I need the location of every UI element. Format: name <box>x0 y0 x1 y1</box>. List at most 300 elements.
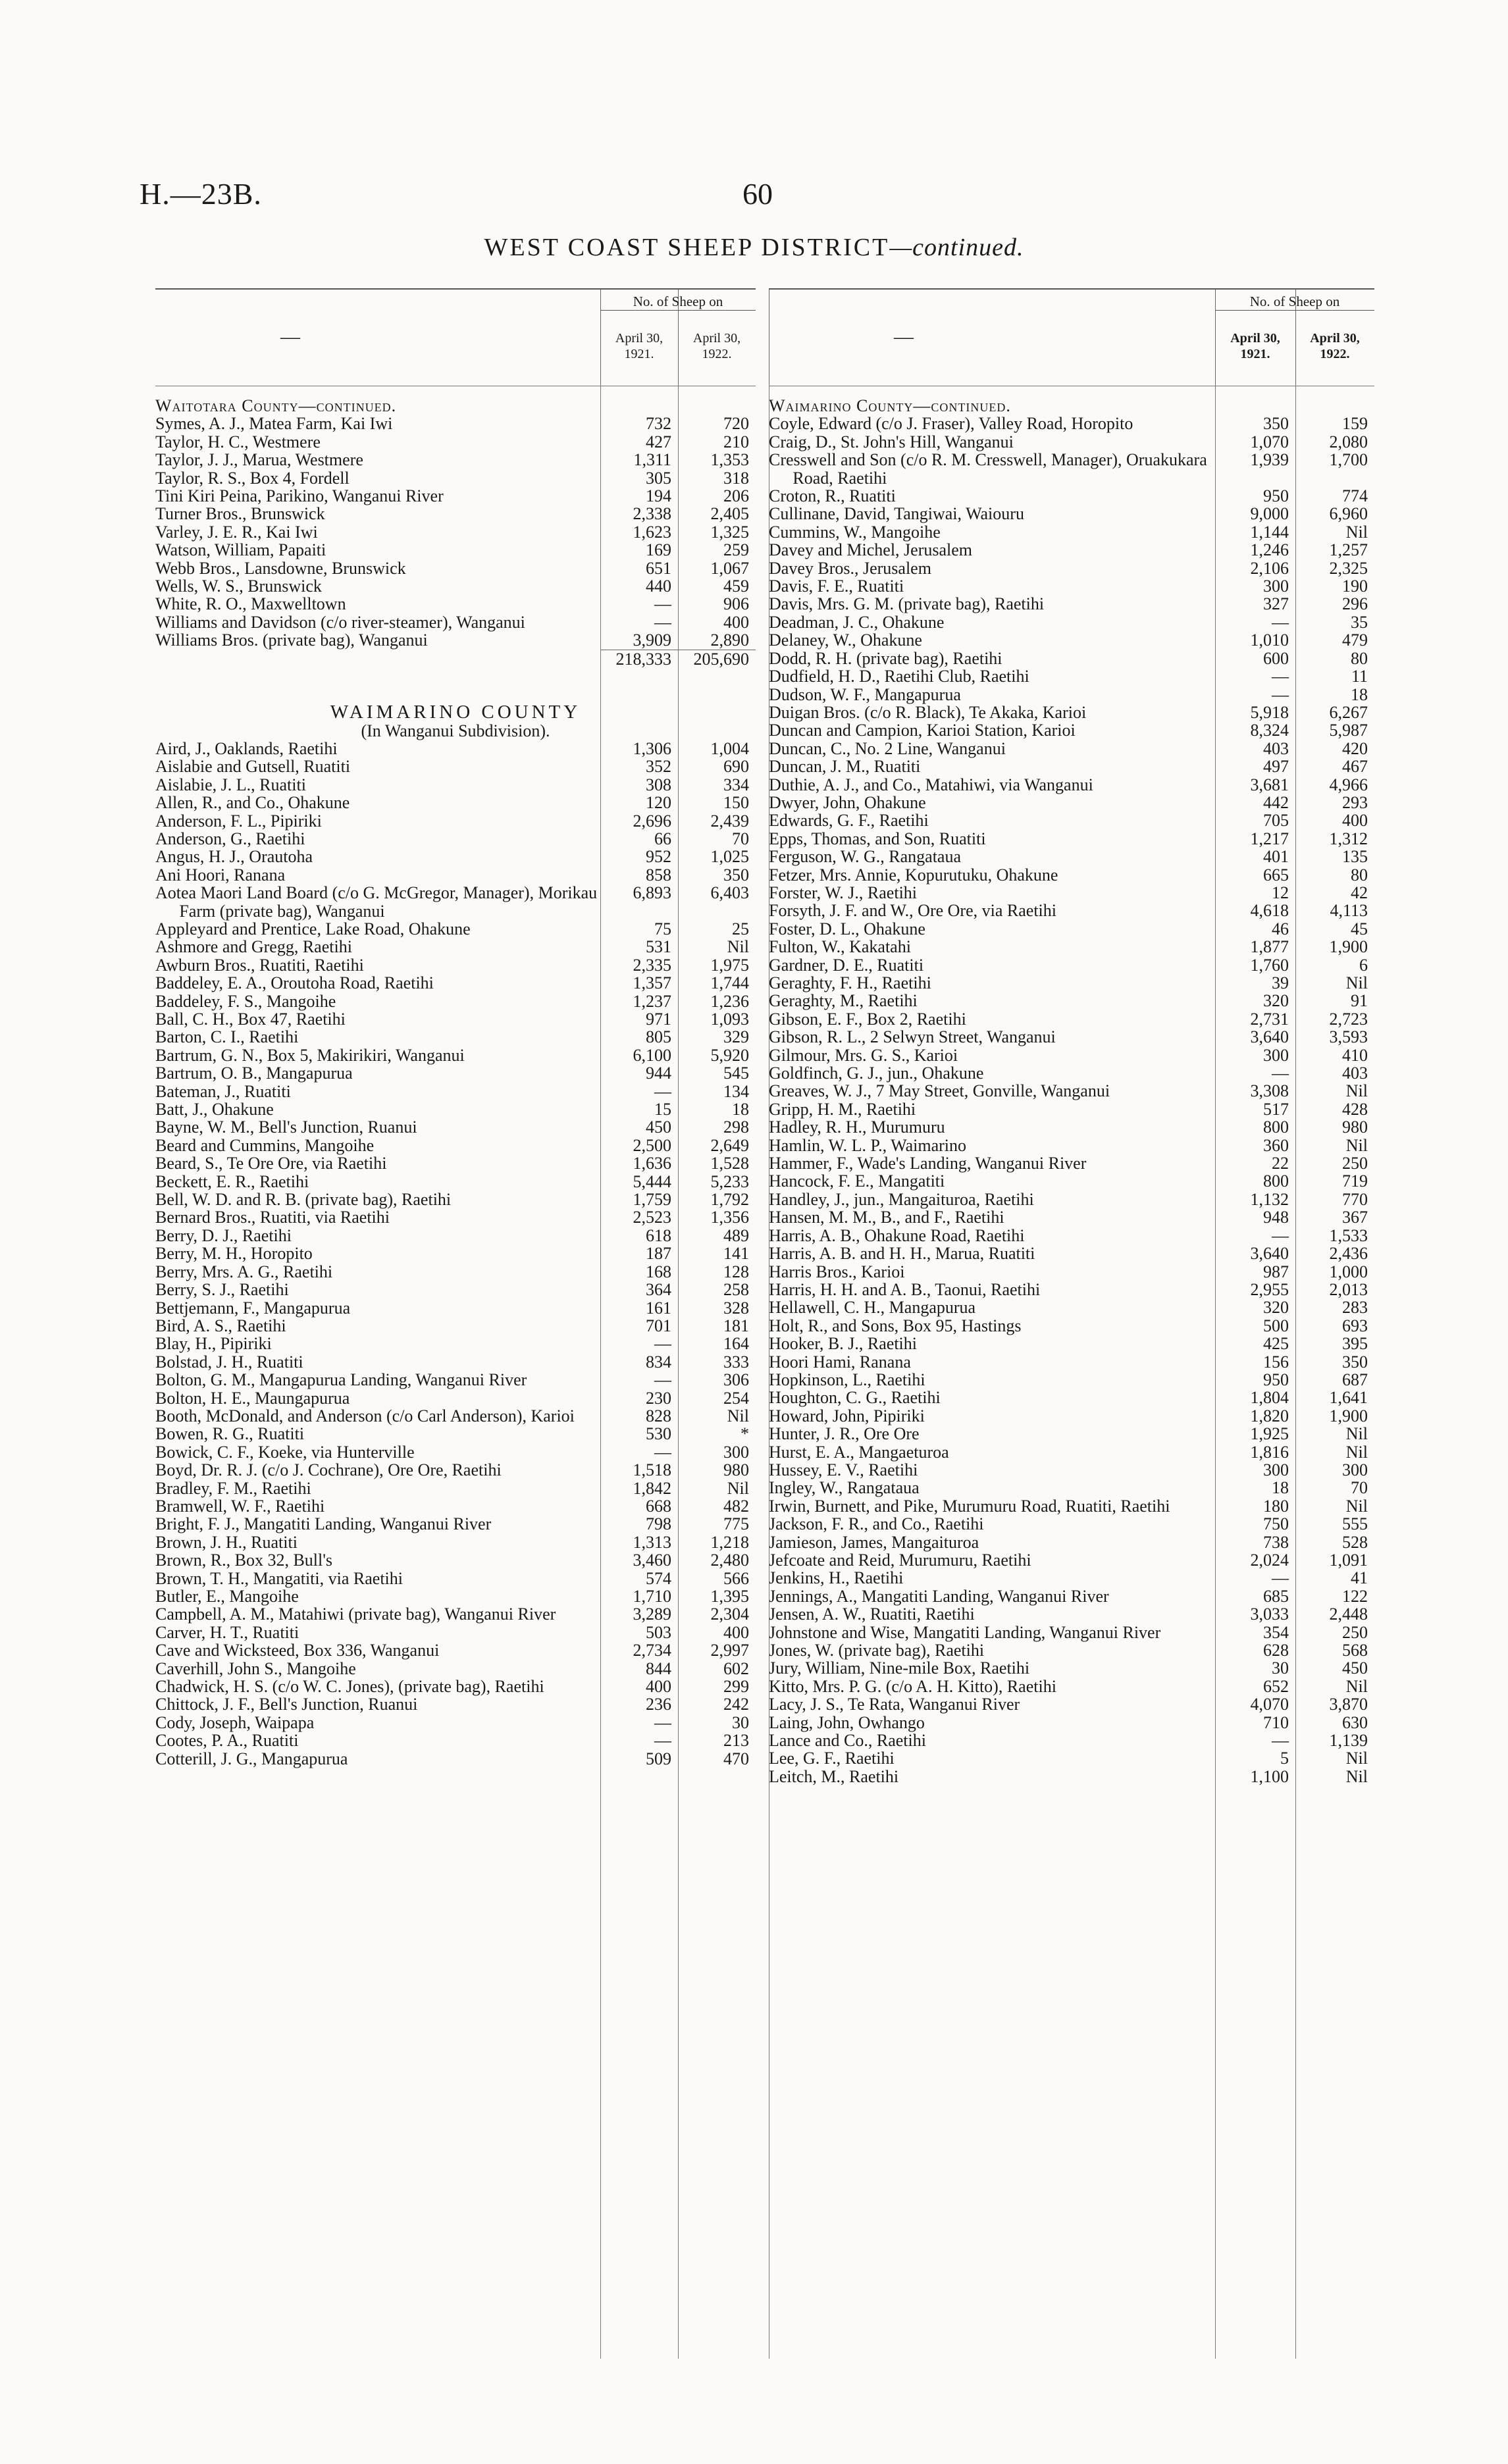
right-header-col1 <box>1215 330 1295 362</box>
sheep-1922: 80 <box>1351 648 1368 668</box>
sheep-1922: 566 <box>723 1568 749 1588</box>
table-row <box>155 1335 756 1352</box>
sheep-1922: 70 <box>1351 1478 1368 1498</box>
sheep-1922: 11 <box>1351 667 1368 686</box>
table-row <box>155 1461 756 1479</box>
sheep-1921: — <box>654 1712 671 1732</box>
table-row <box>769 902 1374 919</box>
table-row <box>155 956 756 974</box>
sheep-1922: 150 <box>723 793 749 813</box>
sheep-1921: 360 <box>1263 1135 1289 1155</box>
sheep-1922: 328 <box>723 1298 749 1318</box>
owner-name: Bell, W. D. and R. B. (private bag), Raetihi <box>155 1190 452 1210</box>
table-row <box>769 974 1374 992</box>
sheep-1922: 135 <box>1342 847 1368 867</box>
sheep-1922: 41 <box>1351 1568 1368 1588</box>
sheep-1921: — <box>654 1081 671 1101</box>
sheep-1921: 354 <box>1263 1622 1289 1642</box>
sheep-1922: 630 <box>1342 1712 1368 1732</box>
owner-name: Dwyer, John, Ohakune <box>769 792 926 812</box>
sheep-1922: 2,325 <box>1329 558 1368 578</box>
sheep-1922: 300 <box>1342 1460 1368 1479</box>
owner-name: Jackson, F. R., and Co., Raetihi <box>769 1514 984 1534</box>
left-header-col1 <box>600 330 678 362</box>
owner-name: Duncan, C., No. 2 Line, Wanganui <box>769 738 1006 758</box>
sheep-1922: 2,649 <box>710 1135 749 1155</box>
sheep-1921: 1,246 <box>1250 540 1289 560</box>
sheep-1921: — <box>1272 1225 1289 1245</box>
table-row <box>769 1533 1374 1551</box>
table-row <box>769 1479 1374 1497</box>
table-row <box>769 704 1374 721</box>
table-row <box>769 1227 1374 1245</box>
owner-name: Hopkinson, L., Raetihi <box>769 1370 925 1389</box>
sheep-1922: 2,890 <box>710 630 749 650</box>
sheep-1922: 2,013 <box>1329 1279 1368 1299</box>
owner-name: Ball, C. H., Box 47, Raetihi <box>155 1010 346 1029</box>
sheep-1922: 2,405 <box>710 504 749 524</box>
table-row <box>155 1137 756 1154</box>
owner-name: Brown, R., Box 32, Bull's <box>155 1551 333 1570</box>
sheep-1922: 25 <box>732 919 749 938</box>
sheep-1921: 66 <box>654 829 671 848</box>
sheep-1921: 509 <box>646 1749 671 1768</box>
sheep-1921: 350 <box>1263 414 1289 434</box>
sheep-1922: Nil <box>1345 1081 1368 1101</box>
sheep-1922: 1,236 <box>710 991 749 1011</box>
owner-name: Forsyth, J. F. and W., Ore Ore, via Raetihi <box>769 901 1056 921</box>
table-row <box>769 577 1374 595</box>
owner-name: Delaney, W., Ohakune <box>769 630 922 650</box>
document-reference: H.—23B. <box>140 177 262 211</box>
table-row <box>769 1624 1374 1641</box>
table-row <box>155 451 756 469</box>
owner-name: Lance and Co., Raetihi <box>769 1731 926 1751</box>
sheep-1921: 39 <box>1272 973 1289 992</box>
table-row <box>155 505 756 523</box>
table-row <box>769 1732 1374 1749</box>
owner-name: Gardner, D. E., Ruatiti <box>769 955 924 975</box>
table-row <box>769 1641 1374 1659</box>
left-spacer <box>155 686 756 704</box>
sheep-1921: 732 <box>646 414 671 434</box>
sheep-1921: 2,024 <box>1250 1551 1289 1570</box>
sheep-1922: 1,356 <box>710 1208 749 1227</box>
sheep-1921: 75 <box>654 919 671 938</box>
sheep-1921: 8,324 <box>1250 721 1289 740</box>
table-row <box>769 1569 1374 1587</box>
sheep-1921: — <box>1272 667 1289 686</box>
owner-name: Lacy, J. S., Te Rata, Wanganui River <box>769 1695 1020 1714</box>
sheep-1921: 1,306 <box>633 738 671 758</box>
sheep-1921: 503 <box>646 1622 671 1642</box>
sheep-1922: 1,900 <box>1329 937 1368 957</box>
sheep-1922: 2,080 <box>1329 432 1368 451</box>
table-row <box>769 595 1374 613</box>
table-row <box>769 1064 1374 1082</box>
sheep-1921: 327 <box>1263 594 1289 614</box>
sheep-1921: 944 <box>646 1064 671 1083</box>
table-row <box>155 487 756 505</box>
owner-name: Hammer, F., Wade's Landing, Wanganui River <box>769 1154 1087 1173</box>
sheep-1921: — <box>1272 684 1289 704</box>
owner-name: Duigan Bros. (c/o R. Black), Te Akaka, Karioi <box>769 702 1087 722</box>
sheep-1921: 1,816 <box>1250 1442 1289 1462</box>
owner-name: Wells, W. S., Brunswick <box>155 577 322 596</box>
table-row <box>769 1298 1374 1316</box>
sheep-1922: 350 <box>723 865 749 885</box>
owner-name: Foster, D. L., Ohakune <box>769 919 925 938</box>
owner-name: Caverhill, John S., Mangoihe <box>155 1658 356 1678</box>
owner-name: WAIMARINO COUNTY <box>330 702 581 723</box>
sheep-1921: 950 <box>1263 1370 1289 1389</box>
sheep-1921: 1,518 <box>633 1460 671 1480</box>
owner-name: Cresswell and Son (c/o R. M. Cresswell, Manager), Oruakukara Road, Raetihi <box>769 450 1207 488</box>
sheep-1922: Nil <box>727 1406 749 1425</box>
sheep-1922: Nil <box>1345 1424 1368 1444</box>
owner-name: Bradley, F. M., Raetihi <box>155 1478 311 1498</box>
owner-name: Leitch, M., Raetihi <box>769 1766 899 1786</box>
sheep-1921: 800 <box>1263 1171 1289 1191</box>
table-row <box>155 577 756 595</box>
sheep-1921: 425 <box>1263 1334 1289 1354</box>
sheep-1922: 250 <box>1342 1154 1368 1173</box>
table-row <box>155 1497 756 1515</box>
sheep-1922: 5,920 <box>710 1045 749 1065</box>
table-row <box>769 1425 1374 1443</box>
sheep-1922: * <box>741 1424 749 1444</box>
sheep-1922: Nil <box>1345 1766 1368 1786</box>
sheep-1922: 400 <box>1342 811 1368 831</box>
owner-name: Berry, Mrs. A. G., Raetihi <box>155 1262 333 1281</box>
table-row <box>769 1100 1374 1118</box>
sheep-1922: 306 <box>723 1370 749 1390</box>
sheep-1921: 500 <box>1263 1316 1289 1335</box>
sheep-1922: 283 <box>1342 1298 1368 1318</box>
right-col2-line2: 1922. <box>1320 347 1350 361</box>
table-row <box>769 1281 1374 1298</box>
owner-name: Hooker, B. J., Raetihi <box>769 1334 917 1354</box>
owner-name: Ashmore and Gregg, Raetihi <box>155 937 352 957</box>
sheep-1922: 720 <box>723 414 749 434</box>
sheep-1921: 1,357 <box>633 973 671 993</box>
sheep-1922: 2,448 <box>1329 1604 1368 1624</box>
owner-name: Davey Bros., Jerusalem <box>769 558 931 578</box>
owner-name: Watson, William, Papaiti <box>155 540 326 560</box>
table-row <box>155 1750 756 1768</box>
owner-name: Jennings, A., Mangatiti Landing, Wanganui River <box>769 1586 1109 1606</box>
sheep-1921: 169 <box>646 540 671 560</box>
sheep-1922: 5,987 <box>1329 721 1368 740</box>
sheep-1921: 1,760 <box>1250 955 1289 975</box>
sheep-1922: 4,966 <box>1329 775 1368 794</box>
table-row <box>155 1605 756 1623</box>
sheep-1921: 705 <box>1263 811 1289 831</box>
sheep-1921: 6,893 <box>633 883 671 903</box>
table-row <box>769 541 1374 559</box>
owner-name: Gibson, E. F., Box 2, Raetihi <box>769 1009 966 1029</box>
sheep-1922: 190 <box>1342 577 1368 596</box>
table-row <box>769 1082 1374 1100</box>
owner-name: Harris, H. H. and A. B., Taonui, Raetihi <box>769 1279 1041 1299</box>
right-table-header <box>769 288 1374 386</box>
sheep-1922: 91 <box>1351 991 1368 1011</box>
sheep-1921: 18 <box>1272 1478 1289 1498</box>
sheep-1922: 3,593 <box>1329 1027 1368 1047</box>
table-row <box>155 1407 756 1425</box>
table-row <box>769 1678 1374 1695</box>
left-header-dash: — <box>280 326 300 347</box>
sheep-1922: 2,723 <box>1329 1009 1368 1029</box>
sheep-1921: 1,636 <box>633 1154 671 1173</box>
owner-name: Beard and Cummins, Mangoihe <box>155 1135 375 1155</box>
owner-name: Bateman, J., Ruatiti <box>155 1081 291 1101</box>
sheep-1922: 400 <box>723 612 749 632</box>
sheep-1922: 164 <box>723 1334 749 1354</box>
owner-name: Kitto, Mrs. P. G. (c/o A. H. Kitto), Raetihi <box>769 1676 1056 1696</box>
owner-name: Anderson, F. L., Pipiriki <box>155 811 322 831</box>
table-row <box>155 992 756 1010</box>
right-section-heading <box>769 397 1374 415</box>
sheep-1921: 161 <box>646 1298 671 1318</box>
sheep-1921: 22 <box>1272 1154 1289 1173</box>
owner-name: Cootes, P. A., Ruatiti <box>155 1731 299 1751</box>
sheep-1921: 844 <box>646 1658 671 1678</box>
sheep-1922: 602 <box>723 1658 749 1678</box>
owner-name: Berry, M. H., Horopito <box>155 1244 313 1264</box>
sheep-1922: 470 <box>723 1749 749 1768</box>
table-row <box>155 848 756 865</box>
sheep-1921: 530 <box>646 1424 671 1444</box>
left-county-heading <box>155 704 756 721</box>
owner-name: Berry, D. J., Raetihi <box>155 1225 292 1245</box>
table-row <box>769 1714 1374 1732</box>
left-rows <box>155 386 756 1768</box>
table-row <box>769 1335 1374 1352</box>
sheep-1922: 428 <box>1342 1099 1368 1119</box>
sheep-1921: 1,804 <box>1250 1388 1289 1408</box>
sheep-1921: 1,237 <box>633 991 671 1011</box>
sheep-1921: 46 <box>1272 919 1289 938</box>
sheep-1921: 1,313 <box>633 1532 671 1552</box>
sheep-1921: — <box>654 1334 671 1354</box>
table-row <box>155 757 756 775</box>
sheep-1922: 18 <box>1351 684 1368 704</box>
owner-name: Hamlin, W. L. P., Waimarino <box>769 1135 967 1155</box>
owner-name: Hoori Hami, Ranana <box>769 1352 911 1372</box>
sheep-1922: 906 <box>723 594 749 614</box>
sheep-1921: 1,311 <box>633 450 671 470</box>
sheep-1921: 1,132 <box>1250 1189 1289 1209</box>
owner-name: Bayne, W. M., Bell's Junction, Ruanui <box>155 1117 417 1137</box>
table-row <box>155 1371 756 1389</box>
sheep-1922: 2,997 <box>710 1641 749 1660</box>
owner-name: Blay, H., Pipiriki <box>155 1334 272 1354</box>
sheep-1922: 6,960 <box>1329 504 1368 524</box>
sheep-1922: 459 <box>723 577 749 596</box>
sheep-1921: 701 <box>646 1316 671 1335</box>
owner-name: Beard, S., Te Ore Ore, via Raetihi <box>155 1154 387 1173</box>
owner-name: Goldfinch, G. J., jun., Ohakune <box>769 1064 984 1083</box>
sheep-1921: 651 <box>646 558 671 578</box>
sheep-1921: 750 <box>1263 1514 1289 1534</box>
sheep-1921: 948 <box>1263 1208 1289 1227</box>
table-row <box>769 1353 1374 1371</box>
sheep-1922: 4,113 <box>1330 901 1368 921</box>
sheep-1922: 42 <box>1351 883 1368 902</box>
owner-name: Williams and Davidson (c/o river-steamer), Wanganui <box>155 612 525 632</box>
sheep-1921: 800 <box>1263 1117 1289 1137</box>
sheep-1921: — <box>1272 1731 1289 1751</box>
table-row <box>155 631 756 649</box>
owner-name: Cummins, W., Mangoihe <box>769 522 941 542</box>
sheep-1922: 350 <box>1342 1352 1368 1372</box>
sheep-1921: 180 <box>1263 1496 1289 1516</box>
right-col1-line1: April 30, <box>1230 331 1280 346</box>
owner-name: Harris, A. B. and H. H., Marua, Ruatiti <box>769 1244 1035 1264</box>
owner-name: Hansen, M. M., B., and F., Raetihi <box>769 1208 1004 1227</box>
sheep-1921: 300 <box>1263 1460 1289 1479</box>
table-row <box>155 1678 756 1695</box>
sheep-1921: 600 <box>1263 648 1289 668</box>
sheep-1922: 479 <box>1342 630 1368 650</box>
sheep-1922: Nil <box>1345 1496 1368 1516</box>
title-suffix: —continued. <box>889 234 1024 261</box>
owner-name: Cody, Joseph, Waipapa <box>155 1712 315 1732</box>
owner-name: Anderson, G., Raetihi <box>155 829 305 848</box>
left-spacer <box>155 668 756 686</box>
sheep-1921: 3,033 <box>1250 1604 1289 1624</box>
owner-name: Bowen, R. G., Ruatiti <box>155 1424 305 1444</box>
sheep-1921: 2,335 <box>633 955 671 975</box>
sheep-1921: — <box>1272 1568 1289 1588</box>
sheep-1922: 2,439 <box>710 811 749 831</box>
table-row <box>769 1371 1374 1389</box>
table-row <box>769 1587 1374 1605</box>
owner-name: Aislabie, J. L., Ruatiti <box>155 775 306 794</box>
sheep-1921: 352 <box>646 757 671 777</box>
owner-name: Hancock, F. E., Mangatiti <box>769 1171 945 1191</box>
table-row <box>769 811 1374 829</box>
owner-name: Davis, F. E., Ruatiti <box>769 577 904 596</box>
table-row <box>769 1317 1374 1335</box>
sheep-1922: Nil <box>1345 522 1368 542</box>
sheep-1922: 450 <box>1342 1658 1368 1678</box>
sheep-1922: 210 <box>723 432 749 451</box>
sheep-1921: 1,144 <box>1250 522 1289 542</box>
table-row <box>155 433 756 451</box>
table-row <box>155 776 756 794</box>
owner-name: Lee, G. F., Raetihi <box>769 1749 895 1768</box>
table-row <box>155 1173 756 1191</box>
table-row <box>155 1245 756 1262</box>
sheep-1922: 980 <box>1342 1117 1368 1137</box>
owner-name: Duncan, J. M., Ruatiti <box>769 757 921 777</box>
sheep-1921: 805 <box>646 1027 671 1047</box>
sheep-1921: 2,338 <box>633 504 671 524</box>
table-row <box>769 1461 1374 1479</box>
table-row <box>769 1443 1374 1461</box>
owner-name: Brown, T. H., Mangatiti, via Raetihi <box>155 1568 403 1588</box>
sheep-1922: Nil <box>1345 1442 1368 1462</box>
sheep-1921: — <box>654 594 671 614</box>
sheep-1922: 2,436 <box>1329 1244 1368 1264</box>
sheep-1922: 298 <box>723 1117 749 1137</box>
owner-name: Aotea Maori Land Board (c/o G. McGregor, Manager), Morikau Farm (private bag), Wanganui <box>155 883 598 921</box>
sheep-1921: 4,070 <box>1250 1695 1289 1714</box>
sheep-1921: — <box>654 612 671 632</box>
sheep-1922: 254 <box>723 1388 749 1408</box>
sheep-1922: 687 <box>1342 1370 1368 1389</box>
table-row <box>155 1732 756 1749</box>
sheep-1921: — <box>1272 612 1289 632</box>
sheep-1921: 1,623 <box>633 522 671 542</box>
table-row <box>155 1353 756 1371</box>
sheep-1921: 194 <box>646 486 671 506</box>
owner-name: Beckett, E. R., Raetihi <box>155 1171 309 1191</box>
owner-name: Ani Hoori, Ranana <box>155 865 286 885</box>
sheep-1922: 6 <box>1359 955 1368 975</box>
sheep-1922: 1,533 <box>1329 1225 1368 1245</box>
sheep-1921: 971 <box>646 1010 671 1029</box>
owner-name: Baddeley, F. S., Mangoihe <box>155 991 336 1011</box>
sheep-1921: 236 <box>646 1695 671 1714</box>
sheep-1921: 2,955 <box>1250 1279 1289 1299</box>
owner-name: Jury, William, Nine-mile Box, Raetihi <box>769 1658 1030 1678</box>
sheep-1921: 1,842 <box>633 1478 671 1498</box>
sheep-1921: 1,070 <box>1250 432 1289 451</box>
sheep-1921: 30 <box>1272 1658 1289 1678</box>
sheep-1922: 334 <box>723 775 749 794</box>
owner-name: Taylor, R. S., Box 4, Fordell <box>155 468 350 488</box>
table-row <box>155 1046 756 1064</box>
table-row <box>769 1551 1374 1569</box>
sheep-1921: 3,289 <box>633 1604 671 1624</box>
sheep-1921: 2,734 <box>633 1641 671 1660</box>
sheep-1922: 300 <box>723 1442 749 1462</box>
owner-name: Jamieson, James, Mangaituroa <box>769 1532 979 1552</box>
sheep-1921: 517 <box>1263 1099 1289 1119</box>
sheep-1922: 35 <box>1351 612 1368 632</box>
sheep-1922: 770 <box>1342 1189 1368 1209</box>
sheep-1921: 834 <box>646 1352 671 1372</box>
sheep-1922: 333 <box>723 1352 749 1372</box>
right-header-group: No. of Sheep on <box>1215 294 1374 311</box>
table-row <box>769 451 1374 487</box>
sheep-1922: 545 <box>723 1064 749 1083</box>
left-subdivision-note <box>155 722 756 740</box>
table-row <box>155 920 756 938</box>
right-header-col2 <box>1295 330 1374 362</box>
table-row <box>155 1389 756 1407</box>
sheep-1921: 5,444 <box>633 1171 671 1191</box>
owner-name: Geraghty, M., Raetihi <box>769 991 918 1011</box>
sheep-1921: 2,500 <box>633 1135 671 1155</box>
sheep-1922: 528 <box>1342 1532 1368 1552</box>
owner-name: Dudfield, H. D., Raetihi Club, Raetihi <box>769 667 1029 686</box>
table-row <box>769 1191 1374 1208</box>
sheep-1921: 401 <box>1263 847 1289 867</box>
owner-name: Irwin, Burnett, and Pike, Murumuru Road, Ruatiti, Raetihi <box>769 1496 1170 1516</box>
owner-name: White, R. O., Maxwelltown <box>155 594 346 614</box>
page-number: 60 <box>742 177 773 211</box>
table-row <box>769 505 1374 523</box>
right-header-dash: — <box>894 326 914 347</box>
owner-name: Cullinane, David, Tangiwai, Waiouru <box>769 504 1024 524</box>
owner-name: Bolstad, J. H., Ruatiti <box>155 1352 303 1372</box>
owner-name: Hurst, E. A., Mangaeturoa <box>769 1442 949 1462</box>
owner-name: Campbell, A. M., Matahiwi (private bag), Wanganui River <box>155 1604 556 1624</box>
